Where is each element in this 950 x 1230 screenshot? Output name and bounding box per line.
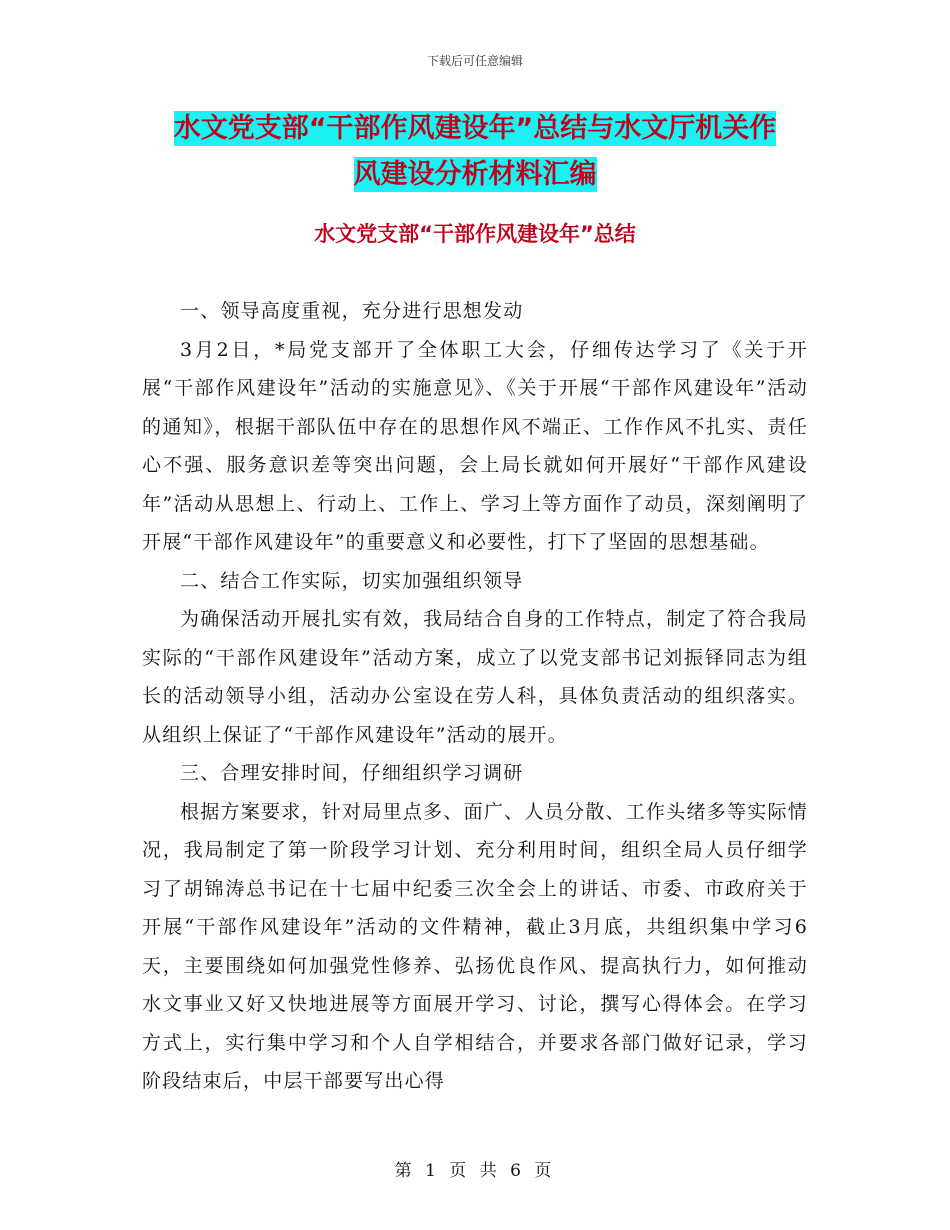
heading-1: 一、领导高度重视，充分进行思想发动 xyxy=(180,300,524,322)
paragraph-2: 为确保活动开展扎实有效，我局结合自身的工作特点，制定了符合我局实际的“干部作风建设年”活动方案，成立了以党支部书记刘振铎同志为组长的活动领导小组，活动办公室设在劳人科，具体负责活动的组织落实。从组织上保证了“干部作风建设年”活动的展开。 xyxy=(142,608,808,746)
page-footer: 第 1 页 共 6 页 xyxy=(394,1161,556,1181)
heading-2: 二、结合工作实际，切实加强组织领导 xyxy=(180,569,524,592)
section-title: 水文党支部“干部作风建设年”总结 xyxy=(314,222,636,246)
header-note: 下载后可任意编辑 xyxy=(426,54,523,68)
paragraph-1: 3月2日，*局党支部开了全体职工大会，仔细传达学习了《关于开展“干部作风建设年”活动的实施意见》、《关于开展“干部作风建设年”活动的通知》，根据干部队伍中存在的思想作风不端正、工作作风不扎实、责任心不强、服务意识差等突出问题，会上局长就如何开展好“干部作风建设年”活动从思想上、行动上、工作上、学习上等方面作了动员，深刻阐明了开展“干部作风建设年”的重要意义和必要性，打下了坚固的思想基础。 xyxy=(142,338,808,553)
document-body xyxy=(142,292,808,1101)
document-title-line-1: 水文党支部“干部作风建设年”总结与水文厅机关作 xyxy=(173,113,777,144)
document-title xyxy=(140,106,810,198)
heading-3: 三、合理安排时间，仔细组织学习调研 xyxy=(180,762,524,784)
paragraph-3: 根据方案要求，针对局里点多、面广、人员分散、工作头绪多等实际情况，我局制定了第一阶段学习计划、充分利用时间，组织全局人员仔细学习了胡锦涛总书记在十七届中纪委三次全会上的讲话、市委、市政府关于开展“干部作风建设年”活动的文件精神，截止3月底，共组织集中学习6天，主要围绕如何加强党性修养、弘扬优良作风、提高执行力，如何推动水文事业又好又快地进展等方面展开学习、讨论，撰写心得体会。在学习方式上，实行集中学习和个人自学相结合，并要求各部门做好记录，学习阶段结束后，中层干部要写出心得 xyxy=(142,800,808,1092)
document-title-line-2: 风建设分析材料汇编 xyxy=(353,159,597,190)
